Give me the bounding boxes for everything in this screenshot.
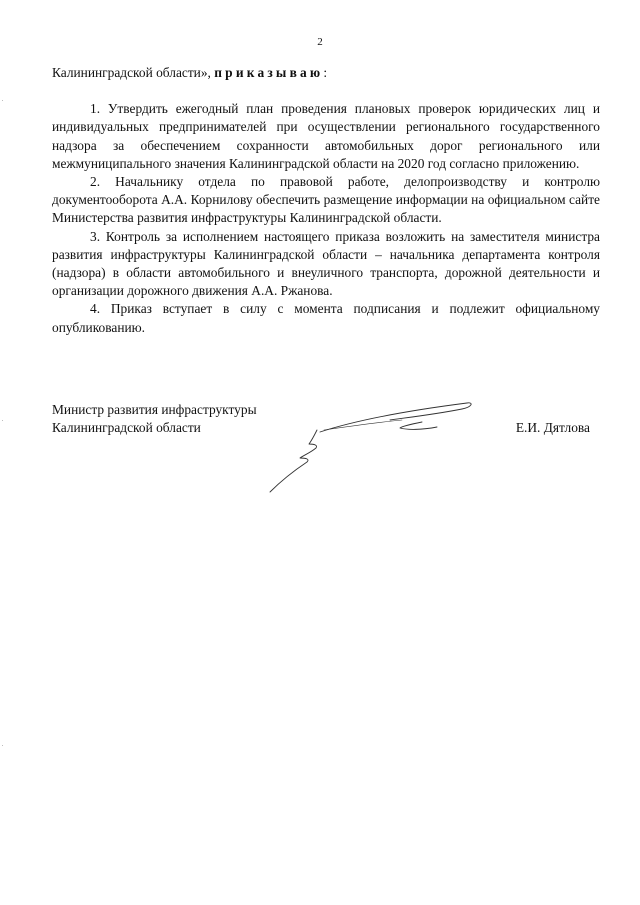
scan-speck (2, 100, 3, 101)
order-item-3: 3. Контроль за исполнением настоящего приказа возложить на заместителя министра развития инфраструктуры Калининградской области – начальника департамента контроля (надзора) в области автомобильного и внеуличного транспорта, дорожной деятельности и организации дорожного движения А.А. Ржанова. (52, 228, 600, 299)
document-body (52, 64, 600, 337)
signer-title-line-2: Калининградской области (52, 420, 201, 436)
page-number: 2 (317, 36, 323, 48)
order-item-2: 2. Начальнику отдела по правовой работе, делопроизводству и контролю документооборота А.А. Корнилову обеспечить размещение информации на официальном сайте Министерства развития инфраструктуры Калининградской области. (52, 174, 600, 226)
scan-speck (2, 420, 3, 421)
opening-line (52, 64, 600, 82)
order-item-4: 4. Приказ вступает в силу с момента подписания и подлежит официальному опубликованию. (52, 301, 600, 335)
signer-name: Е.И. Дятлова (515, 420, 590, 435)
opening-text: Калининградской области», (52, 65, 215, 80)
opening-colon: : (323, 65, 328, 80)
scan-speck (2, 745, 3, 746)
signer-title-line-1: Министр развития инфраструктуры (52, 402, 257, 417)
handwritten-signature (262, 400, 492, 495)
order-item-1: 1. Утвердить ежегодный план проведения плановых проверок юридических лиц и индивидуальных предпринимателей при осуществлении регионального государственного надзора за обеспечением сохранности автомобильных дорог регионального или межмуниципального значения Калининградской области на 2020 год согласно приложению. (52, 101, 600, 171)
order-keyword: приказываю (214, 65, 324, 80)
